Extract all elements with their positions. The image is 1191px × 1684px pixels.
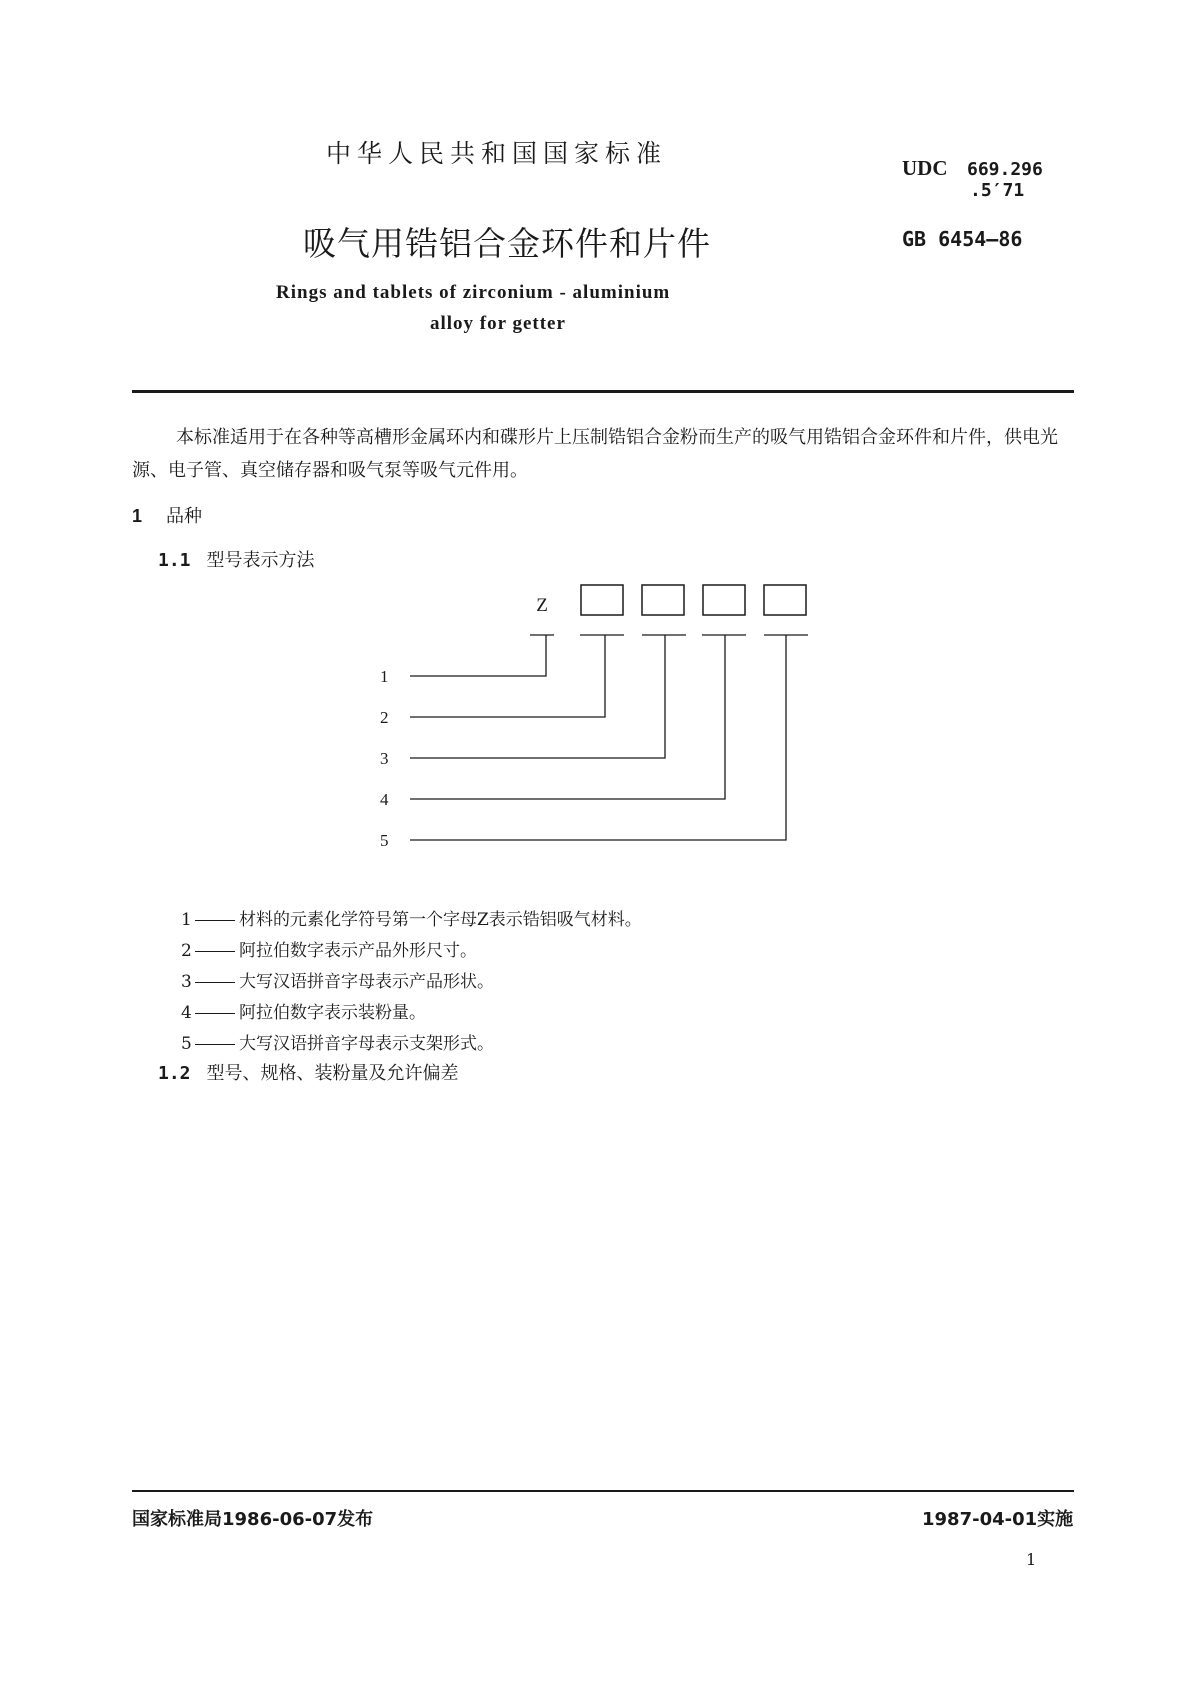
document-title-en-line2: alloy for getter [430, 313, 566, 334]
gb-code: GB 6454—86 [902, 227, 1023, 251]
standard-header: 中华人民共和国国家标准 [326, 139, 668, 168]
leader-line-5 [410, 635, 786, 840]
section-1-1-title: 型号表示方法 [206, 550, 315, 571]
udc-number-line2: .5′71 [970, 180, 1025, 201]
code-box-1 [581, 585, 623, 615]
section-1-2-number: 1.2 [158, 1063, 191, 1084]
legend-item [181, 967, 642, 998]
legend-item [181, 998, 642, 1029]
udc-number-line1: 669.296 [967, 159, 1043, 180]
legend-number: 5 [181, 1034, 192, 1054]
implement-date: 1987-04-01实施 [922, 1509, 1074, 1530]
diagram-label-4: 4 [380, 790, 389, 809]
legend-dash [195, 920, 235, 921]
diagram-label-3: 3 [380, 749, 389, 768]
legend-number: 2 [181, 941, 192, 961]
diagram-prefix-z: Z [536, 595, 548, 616]
leader-line-3 [410, 635, 665, 758]
publish-date: 国家标准局1986-06-07发布 [132, 1509, 374, 1530]
section-1-number: 1 [132, 506, 143, 526]
footer-divider [132, 1490, 1074, 1492]
code-box-2 [642, 585, 684, 615]
legend-text: 阿拉伯数字表示产品外形尺寸。 [239, 941, 477, 961]
model-code-diagram [380, 575, 880, 875]
legend-number: 1 [181, 910, 192, 930]
code-box-3 [703, 585, 745, 615]
udc-label: UDC [902, 156, 948, 180]
header-divider [132, 390, 1074, 393]
diagram-label-1: 1 [380, 667, 389, 686]
legend-text: 大写汉语拼音字母表示支架形式。 [239, 1034, 494, 1054]
diagram-label-2: 2 [380, 708, 389, 727]
legend-dash [195, 982, 235, 983]
legend-item [181, 1029, 642, 1060]
code-box-4 [764, 585, 806, 615]
section-1-1-heading [158, 546, 315, 572]
diagram-label-5: 5 [380, 831, 389, 850]
legend-item [181, 905, 642, 936]
legend-dash [195, 951, 235, 952]
legend-text: 阿拉伯数字表示装粉量。 [239, 1003, 426, 1023]
legend-item [181, 936, 642, 967]
section-1-title: 品种 [166, 506, 203, 527]
section-1-1-number: 1.1 [158, 550, 191, 571]
section-1-2-heading [158, 1059, 459, 1085]
legend-dash [195, 1044, 235, 1045]
document-title-en-line1: Rings and tablets of zirconium - aluminium [276, 282, 671, 303]
legend-text: 大写汉语拼音字母表示产品形状。 [239, 972, 494, 992]
legend-number: 4 [181, 1003, 192, 1023]
section-1-2-title: 型号、规格、装粉量及允许偏差 [206, 1063, 459, 1084]
document-title-cn: 吸气用锆铝合金环件和片件 [303, 224, 711, 263]
legend-number: 3 [181, 972, 192, 992]
legend-list [181, 905, 642, 1060]
leader-line-1 [410, 635, 546, 676]
intro-paragraph: 本标准适用于在各种等高槽形金属环内和碟形片上压制锆铝合金粉而生产的吸气用锆铝合金环件和片件，供电光源、电子管、真空储存器和吸气泵等吸气元件用。 [132, 427, 1058, 481]
legend-dash [195, 1013, 235, 1014]
page-number: 1 [1026, 1550, 1037, 1569]
legend-text: 材料的元素化学符号第一个字母Z表示锆铝吸气材料。 [239, 910, 642, 930]
section-1-heading [132, 502, 202, 528]
